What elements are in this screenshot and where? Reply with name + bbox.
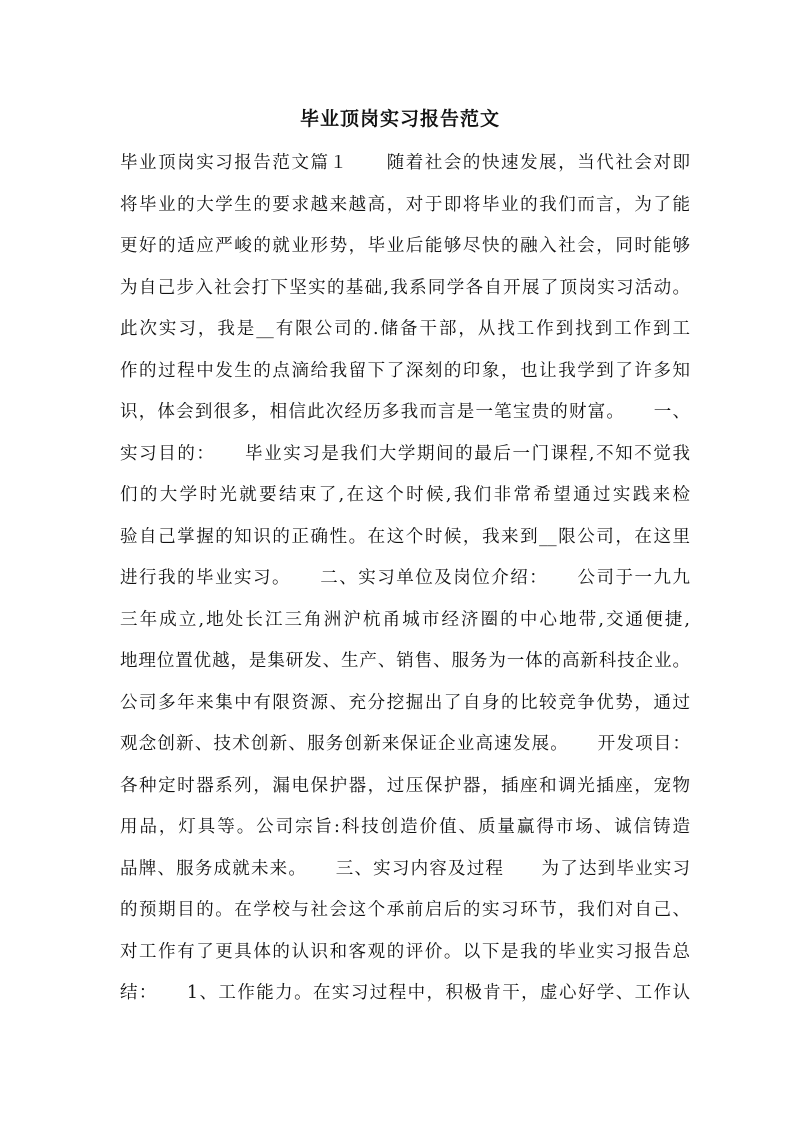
body-line: 实习目的： 毕业实习是我们大学期间的最后一门课程,不知不觉我 xyxy=(120,443,690,464)
document-body xyxy=(120,143,690,1015)
body-line: 三年成立,地处长江三角洲沪杭甬城市经济圈的中心地带,交通便捷, xyxy=(120,609,690,630)
body-line: 用品，灯具等。公司宗旨:科技创造价值、质量赢得市场、诚信铸造 xyxy=(120,817,690,837)
body-line: 地理位置优越，是集研发、生产、销售、服务为一体的高新科技企业。 xyxy=(120,651,690,671)
body-line: 的预期目的。在学校与社会这个承前启后的实习环节，我们对自己、 xyxy=(120,900,690,920)
body-line: 验自己掌握的知识的正确性。在这个时候，我来到__限公司，在这里 xyxy=(120,526,690,547)
body-line: 作的过程中发生的点滴给我留下了深刻的印象，也让我学到了许多知 xyxy=(120,360,690,381)
body-line: 进行我的毕业实习。 二、实习单位及岗位介绍： 公司于一九九 xyxy=(120,568,690,588)
body-line: 此次实习，我是__有限公司的.储备干部，从找工作到找到工作到工 xyxy=(120,319,690,339)
body-line: 对工作有了更具体的认识和客观的评价。以下是我的毕业实习报告总 xyxy=(120,941,690,962)
body-line: 将毕业的大学生的要求越来越高，对于即将毕业的我们而言，为了能 xyxy=(120,194,690,215)
body-line: 识，体会到很多，相信此次经历多我而言是一笔宝贵的财富。 一、 xyxy=(120,402,690,422)
body-line: 毕业顶岗实习报告范文篇１ 随着社会的快速发展，当代社会对即 xyxy=(120,153,690,173)
body-line: 结： 1、工作能力。在实习过程中，积极肯干，虚心好学、工作认 xyxy=(120,983,690,1003)
body-line: 品牌、服务成就未来。 三、实习内容及过程 为了达到毕业实习 xyxy=(120,858,690,879)
document-title: 毕业顶岗实习报告范文 xyxy=(299,108,500,130)
body-line: 各种定时器系列，漏电保护器，过压保护器，插座和调光插座，宠物 xyxy=(120,775,690,796)
body-line: 们的大学时光就要结束了,在这个时候,我们非常希望通过实践来检 xyxy=(120,485,690,505)
body-line: 公司多年来集中有限资源、充分挖掘出了自身的比较竞争优势，通过 xyxy=(120,692,690,713)
body-line: 更好的适应严峻的就业形势，毕业后能够尽快的融入社会，同时能够 xyxy=(120,236,690,256)
body-line: 观念创新、技术创新、服务创新来保证企业高速发展。 开发项目： xyxy=(120,734,690,754)
body-line: 为自己步入社会打下坚实的基础,我系同学各自开展了顶岗实习活动。 xyxy=(120,277,690,298)
